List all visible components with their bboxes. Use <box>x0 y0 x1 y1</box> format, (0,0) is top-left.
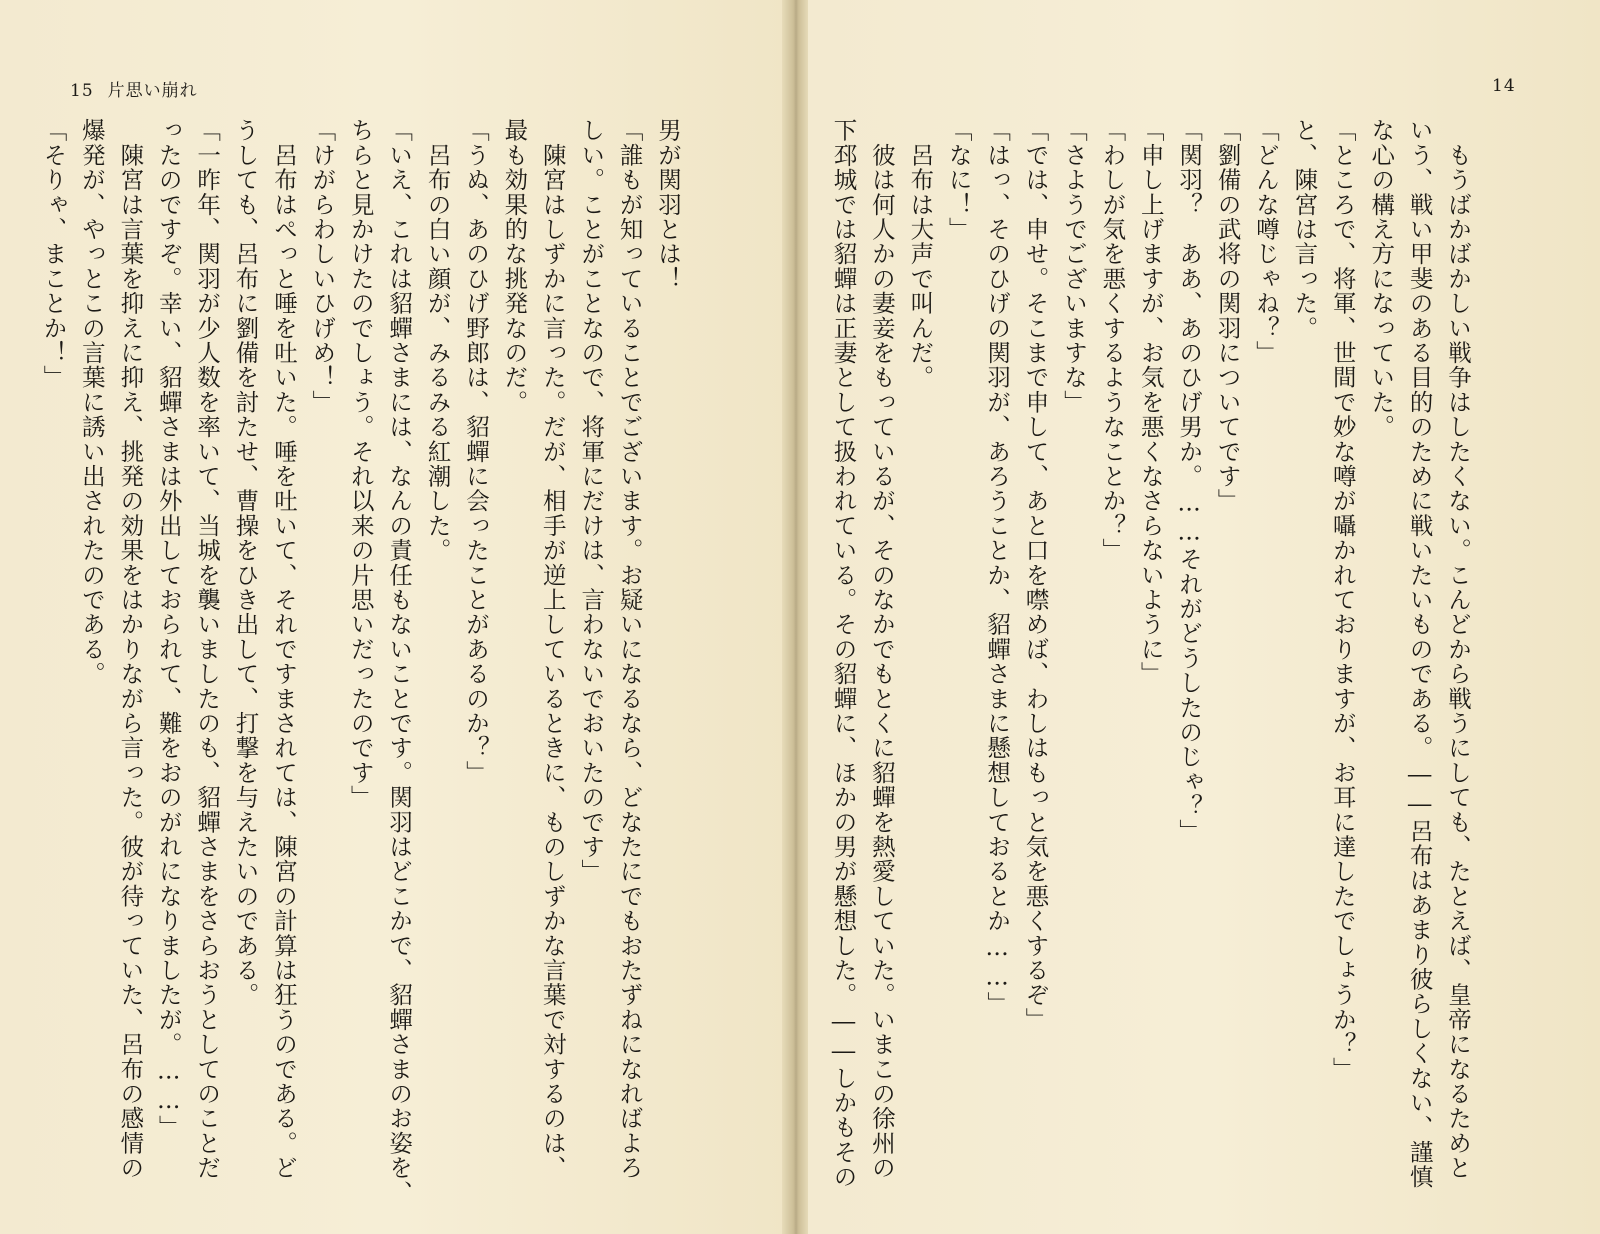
text-line: 陳宮はしずかに言った。だが、相手が逆上しているときに、ものしずかな言葉で対するのは、 <box>538 118 567 1181</box>
text-line: 「劉備の武将の関羽についてです」 <box>1213 118 1242 514</box>
text-line: うしても、呂布に劉備を討たせ、曹操をひき出して、打撃を与えたいのである。 <box>231 118 260 1008</box>
text-line: 男が関羽とは！ <box>654 118 682 291</box>
text-line: 爆発が、やっとこの言葉に誘い出されたのである。 <box>77 118 106 687</box>
text-line: いう、戦い甲斐のある目的のために戦いたいものである。――呂布はあまり彼らしくない、謹慎 <box>1405 118 1434 1190</box>
text-line: 「では、申せ。そこまで申して、あと口を噤めば、わしはもっと気を悪くするぞ」 <box>1021 118 1050 1032</box>
left-page-number: 15 <box>70 81 94 101</box>
left-page-text <box>39 118 687 1205</box>
text-line: 「さようでございますな」 <box>1059 118 1088 415</box>
text-line: 「一昨年、関羽が少人数を率いて、当城を襲いましたのも、貂蟬さまをさらおうとしてのことだ <box>193 118 222 1181</box>
text-line: 「関羽？ ああ、あのひげ男か。……それがどうしたのじゃ？」 <box>1175 118 1204 844</box>
left-running-title: 片思い崩れ <box>107 81 198 101</box>
right-page-text <box>829 118 1477 1198</box>
text-line: 「ところで、将軍、世間で妙な噂が囁かれておりますが、お耳に達したでしょうか？」 <box>1328 118 1357 1082</box>
text-line: 呂布は大声で叫んだ。 <box>906 118 935 390</box>
text-line: 「誰もが知っていることでございます。お疑いになるなら、どなたにでもおたずねになればよろ <box>615 118 644 1181</box>
text-line: と、陳宮は言った。 <box>1290 118 1319 341</box>
text-line: 彼は何人かの妻妾をもっているが、そのなかでもとくに貂蟬を熱愛していた。いまこの徐州の <box>867 118 896 1181</box>
text-line: 「どんな噂じゃね？」 <box>1251 118 1280 365</box>
text-line: 「けがらわしいひげめ！」 <box>308 118 337 415</box>
right-page-number: 14 <box>1492 76 1516 96</box>
text-line: 下邳城では貂蟬は正妻として扱われている。その貂蟬に、ほかの男が懸想した。――しかもその <box>829 118 858 1190</box>
text-line: ちらと見かけたのでしょう。それ以来の片思いだったのです」 <box>346 118 375 810</box>
text-line: ったのですぞ。幸い、貂蟬さまは外出しておられて、難をおのがれになりましたが。……」 <box>154 118 183 1140</box>
left-running-head <box>70 76 198 101</box>
text-line: 「うぬ、あのひげ野郎は、貂蟬に会ったことがあるのか？」 <box>461 118 490 785</box>
text-line: 呂布の白い顔が、みるみる紅潮した。 <box>423 118 452 563</box>
text-line: 陳宮は言葉を抑えに抑え、挑発の効果をはかりながら言った。彼が待っていた、呂布の感情の <box>116 118 145 1181</box>
text-line: 呂布はぺっと唾を吐いた。唾を吐いて、それですまされては、陳宮の計算は狂うのである。ど <box>269 118 298 1181</box>
text-line: もうばかばかしい戦争はしたくない。こんどから戦うにしても、たとえば、皇帝になるためと <box>1444 118 1472 1181</box>
text-line: な心の構え方になっていた。 <box>1367 118 1396 440</box>
text-line: 「わしが気を悪くするようなことか？」 <box>1098 118 1127 563</box>
text-line: 「いえ、これは貂蟬さまには、なんの責任もないことです。関羽はどこかで、貂蟬さまのお姿を、 <box>385 118 414 1205</box>
text-line: 「そりゃ、まことか！」 <box>39 118 68 390</box>
text-line: しい。ことがことなので、将軍にだけは、言わないでおいたのです」 <box>577 118 606 884</box>
text-line: 「申し上げますが、お気を悪くなさらないように」 <box>1136 118 1165 687</box>
text-line: 「なに！」 <box>944 118 973 242</box>
book-gutter <box>782 0 810 1234</box>
text-line: 最も効果的な挑発なのだ。 <box>500 118 529 415</box>
text-line: 「はっ、そのひげの関羽が、あろうことか、貂蟬さまに懸想しておるとか……」 <box>983 118 1012 1017</box>
